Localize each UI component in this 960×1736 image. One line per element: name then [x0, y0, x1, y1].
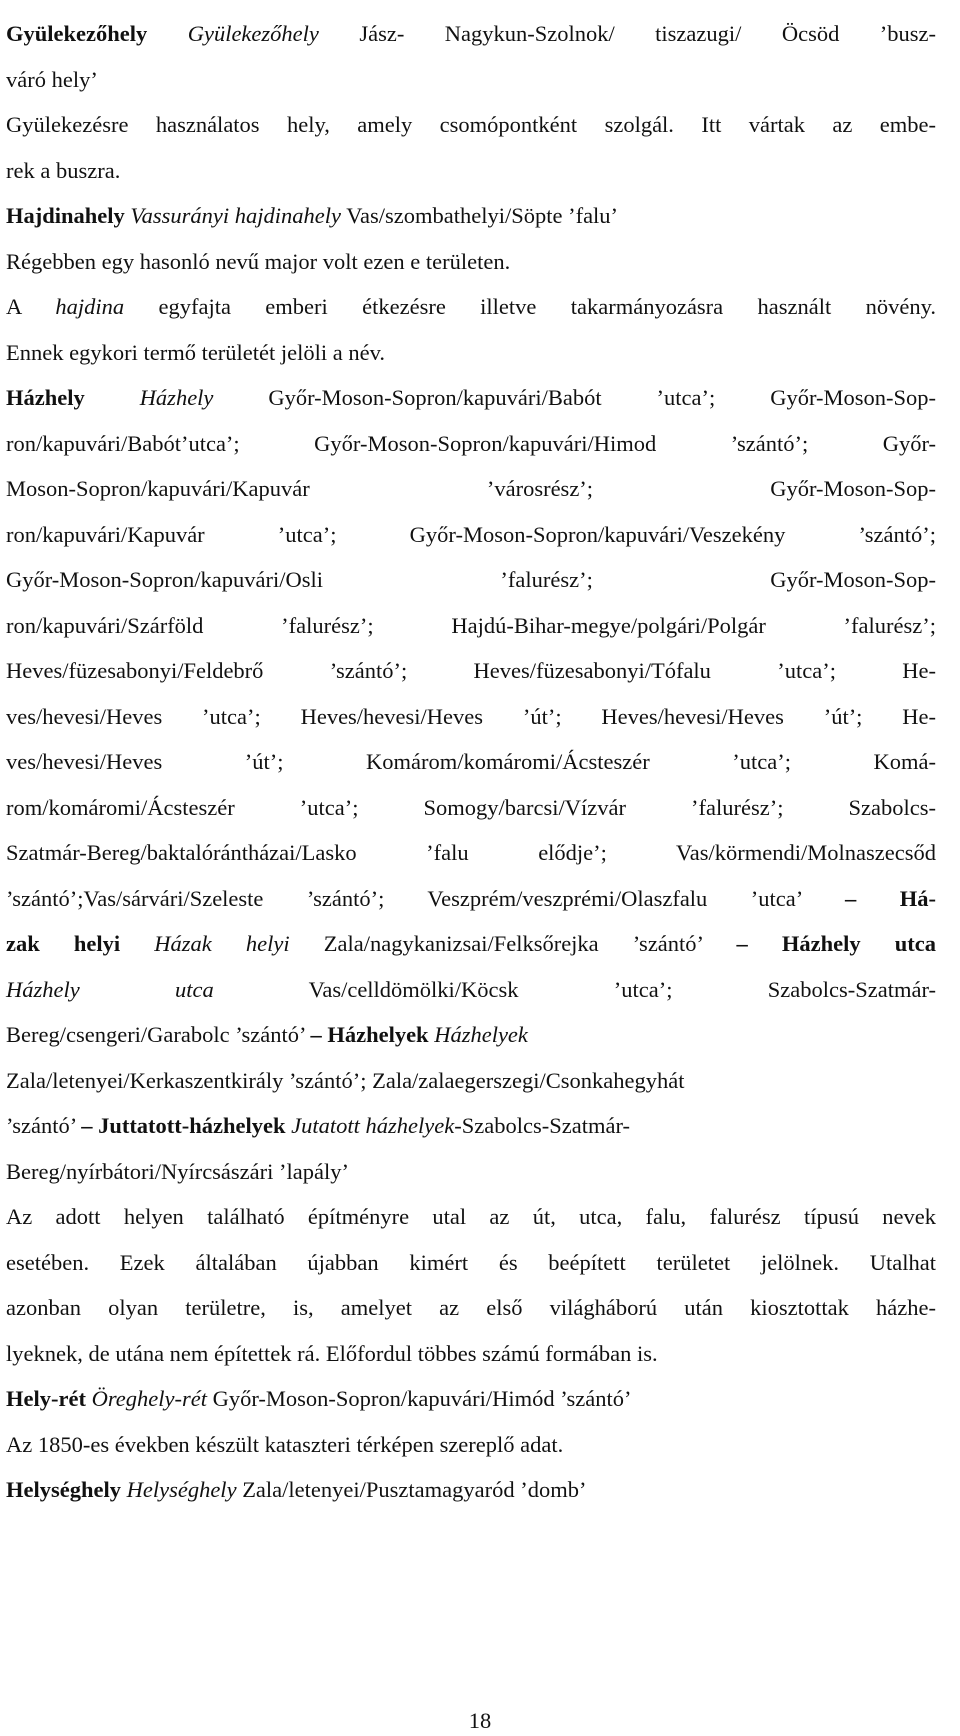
text-run: ron/kapuvári/Szárföld ’falurész’; Hajdú-Bihar-megye/polgári/Polgár ’falurész’;	[6, 612, 936, 638]
italic-term: Jutatott házhelyek	[291, 1113, 455, 1138]
text-run	[120, 931, 154, 956]
text-run: Szatmár-Bereg/baktalórántházai/Lasko ’falu elődje’; Vas/körmendi/Molnaszecsőd	[6, 840, 936, 865]
text-line	[6, 1150, 936, 1194]
bold-term: Hely-rét	[6, 1386, 86, 1411]
italic-term: Vassurányi hajdinahely	[130, 203, 342, 228]
text-run: Zala/nagykanizsai/Felksőrejka ’szántó’	[289, 931, 737, 956]
text-run: Zala/letenyei/Kerkaszentkirály ’szántó’; Zala/zalaegerszegi/Csonkahegyhát	[6, 1067, 685, 1093]
italic-term: Házhely	[139, 385, 214, 410]
italic-term: Helységhely	[126, 1477, 237, 1502]
text-line	[6, 103, 936, 147]
text-line	[6, 558, 936, 602]
text-run: lyeknek, de utána nem építettek rá. Előfordul többes számú formában is.	[6, 1340, 658, 1366]
text-line	[6, 1377, 936, 1421]
text-run: Jász- Nagykun-Szolnok/ tiszazugi/ Öcsöd ’busz-	[318, 21, 937, 46]
italic-term: Gyülekezőhely	[187, 21, 319, 46]
text-run: Moson-Sopron/kapuvári/Kapuvár ’városrész’; Győr-Moson-Sop-	[6, 476, 936, 501]
text-line	[6, 1468, 936, 1512]
text-line	[6, 1241, 936, 1285]
text-run: ron/kapuvári/Babót’utca’; Győr-Moson-Sopron/kapuvári/Himod ’szántó’; Győr-	[6, 430, 936, 456]
text-line	[6, 1332, 936, 1376]
text-line	[6, 695, 936, 739]
bold-term: – Há-	[845, 885, 936, 911]
text-run: Vas/szombathelyi/Söpte ’falu’	[341, 203, 619, 228]
text-run: Zala/letenyei/Pusztamagyaród ’domb’	[236, 1477, 587, 1502]
text-run: rek a buszra.	[6, 157, 121, 183]
text-run: ’szántó’	[6, 1113, 82, 1138]
text-line	[6, 12, 936, 56]
text-run: váró hely’	[6, 66, 98, 92]
text-line	[6, 376, 936, 420]
text-line	[6, 649, 936, 693]
text-run: ves/hevesi/Heves ’út’; Komárom/komáromi/Ácsteszér ’utca’; Komá-	[6, 749, 936, 774]
text-line	[6, 58, 936, 102]
text-run: Az 1850-es években készült kataszteri térképen szereplő adat.	[6, 1431, 564, 1457]
bold-term: – Házhely utca	[736, 931, 936, 956]
text-run: Győr-Moson-Sopron/kapuvári/Babót ’utca’; Győr-Moson-Sop-	[213, 385, 936, 410]
bold-term: zak helyi	[6, 931, 121, 956]
text-line	[6, 877, 936, 921]
text-run: Ennek egykori termő területét jelöli a név.	[6, 339, 386, 365]
bold-term: Helységhely	[6, 1477, 121, 1502]
text-run: esetében. Ezek általában újabban kimért és beépített területet jelölnek. Utalhat	[6, 1249, 936, 1275]
text-line	[6, 1423, 936, 1467]
text-run: ’szántó’;Vas/sárvári/Szeleste ’szántó’; Veszprém/veszprémi/Olaszfalu ’utca’	[6, 885, 846, 911]
text-run: Vas/celldömölki/Köcsk ’utca’; Szabolcs-Szatmár-	[213, 976, 937, 1002]
text-line	[6, 786, 936, 830]
text-run: rom/komáromi/Ácsteszér ’utca’; Somogy/barcsi/Vízvár ’falurész’; Szabolcs-	[6, 794, 936, 820]
text-line	[6, 1013, 936, 1057]
text-line	[6, 604, 936, 648]
italic-term: hajdina	[55, 294, 125, 319]
text-line	[6, 1059, 936, 1103]
italic-term: Házhely utca	[6, 976, 214, 1002]
text-run	[147, 21, 187, 46]
text-run: egyfajta emberi étkezésre illetve takarmányozásra használt növény.	[124, 294, 936, 319]
text-line	[6, 922, 936, 966]
text-line	[6, 285, 936, 329]
text-run: Gyülekezésre használatos hely, amely csomópontként szolgál. Itt vártak az embe-	[6, 112, 936, 137]
italic-term: Házak helyi	[154, 931, 290, 956]
page-number: 18	[468, 1708, 492, 1733]
text-line	[6, 740, 936, 784]
text-run: Bereg/csengeri/Garabolc ’szántó’	[6, 1022, 311, 1047]
text-line	[6, 331, 936, 375]
text-run: A	[6, 294, 56, 319]
text-line	[6, 1286, 936, 1330]
text-line	[6, 1104, 936, 1148]
text-run: Bereg/nyírbátori/Nyírcsászári ’lapály’	[6, 1158, 349, 1184]
text-line	[6, 194, 936, 238]
bold-term: – Házhelyek	[310, 1022, 429, 1047]
text-run: Heves/füzesabonyi/Feldebrő ’szántó’; Heves/füzesabonyi/Tófalu ’utca’; He-	[6, 658, 936, 683]
text-line	[6, 149, 936, 193]
text-run: Az adott helyen található építményre utal az út, utca, falu, falurész típusú nevek	[6, 1204, 936, 1229]
bold-term: – Juttatott-házhelyek	[81, 1113, 286, 1138]
text-run: ves/hevesi/Heves ’utca’; Heves/hevesi/Heves ’út’; Heves/hevesi/Heves ’út’; He-	[6, 703, 936, 729]
text-run: Régebben egy hasonló nevű major volt ezen e területen.	[6, 248, 511, 274]
text-line	[6, 513, 936, 557]
bold-term: Gyülekezőhely	[6, 21, 148, 46]
italic-term: Házhelyek	[434, 1022, 528, 1047]
text-run	[85, 385, 140, 410]
text-line	[6, 1195, 936, 1239]
text-line	[6, 422, 936, 466]
text-line	[6, 968, 936, 1012]
text-run: -Szabolcs-Szatmár-	[454, 1113, 630, 1138]
text-line	[6, 831, 936, 875]
text-run: Győr-Moson-Sopron/kapuvári/Osli ’falurész’; Győr-Moson-Sop-	[6, 567, 936, 592]
text-line	[6, 467, 936, 511]
bold-term: Házhely	[6, 385, 85, 410]
text-run: Győr-Moson-Sopron/kapuvári/Himód ’szántó’	[206, 1386, 632, 1411]
text-line	[6, 240, 936, 284]
italic-term: Öreghely-rét	[91, 1386, 207, 1411]
text-run: azonban olyan területre, is, amelyet az első világháború után kiosztottak házhe-	[6, 1295, 936, 1320]
text-run: ron/kapuvári/Kapuvár ’utca’; Győr-Moson-Sopron/kapuvári/Veszekény ’szántó’;	[6, 521, 936, 547]
bold-term: Hajdinahely	[6, 203, 125, 228]
